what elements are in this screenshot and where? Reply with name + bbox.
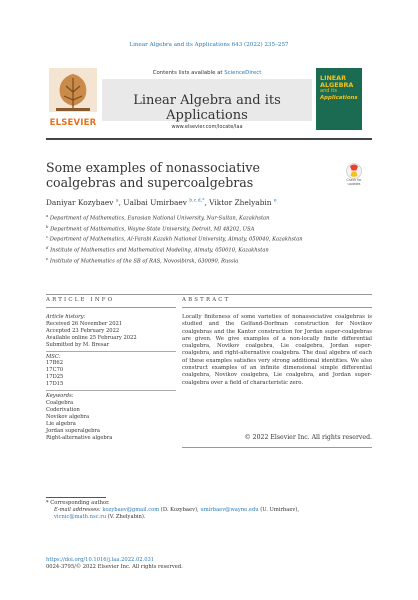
affiliation-list bbox=[46, 212, 346, 266]
author-name[interactable]: Viktor Zhelyabin bbox=[209, 198, 272, 207]
affiliation-item bbox=[46, 223, 346, 234]
article-title: Some examples of nonassociative coalgebras and supercoalgebras bbox=[46, 160, 260, 190]
footnotes bbox=[46, 500, 372, 521]
affiliation-text: Department of Mathematics, Eurasian National University, Nur-Sultan, Kazakhstan bbox=[49, 215, 270, 222]
email-link[interactable]: kozybaev@gmail.com bbox=[102, 507, 160, 514]
contents-prefix: Contents lists available at bbox=[152, 70, 225, 76]
affiliation-sup: c bbox=[46, 234, 49, 240]
cover-title-line: Applications bbox=[320, 94, 358, 101]
masthead-rule bbox=[46, 138, 372, 140]
cover-title bbox=[320, 75, 358, 101]
history-item: Submitted by M. Bresar bbox=[46, 341, 110, 348]
article-info-rule bbox=[46, 307, 176, 308]
section-rule bbox=[46, 294, 372, 295]
cover-title-line: ALGEBRA bbox=[320, 80, 354, 89]
email-link[interactable]: umirbaev@wayne.edu bbox=[200, 507, 259, 514]
corresponding-text: Corresponding author. bbox=[50, 500, 110, 506]
history-item: Accepted 23 February 2022 bbox=[46, 327, 120, 334]
article-info-panel bbox=[46, 314, 176, 441]
abstract-text: Locally finiteness of some varieties of nonassociative coalgebras is studied and the Gelfand-Dorfman construction for Novikov coalgebras and the Kantor construction for Jordan super-coalgebras are given. We give examples of a non-locally finite differential coalgebra, Novikov coalgebra, Lie coalgebra, Jordan super-coalgebra, and right-alternative coalgebra. The dual algebra of each of these examples satisfies very strong additional identities. We also construct examples of an infinite dimensional simple differential coalgebra, Novikov coalgebra, Lie coalgebra, and Jordan super-coalgebra over a field of characteristic zero. bbox=[182, 314, 372, 386]
article-info-heading: ARTICLE INFO bbox=[46, 297, 115, 303]
abstract-bottom-rule bbox=[182, 447, 372, 448]
info-divider bbox=[46, 390, 176, 391]
abstract-copyright: © 2022 Elsevier Inc. All rights reserved. bbox=[244, 434, 372, 441]
author-affiliation-sup[interactable]: b,c,d,* bbox=[189, 198, 205, 204]
affiliation-text: Department of Mathematics, Al-Farabi Kazakh National University, Almaty, 050040, Kazakhstan bbox=[49, 237, 303, 244]
keyword: Novikov algebra bbox=[46, 413, 90, 420]
author-name[interactable]: Daniyar Kozybaev bbox=[46, 198, 114, 207]
keyword: Right-alternative algebra bbox=[46, 434, 113, 441]
affiliation-sup: d bbox=[46, 245, 49, 251]
journal-title[interactable]: Linear Algebra and its Applications bbox=[133, 93, 281, 123]
email-owner: (V. Zhelyabin). bbox=[107, 514, 146, 521]
email-owner: (D. Kozybaev), bbox=[160, 507, 199, 514]
cover-title-line: LINEAR bbox=[320, 74, 347, 82]
abstract-rule bbox=[182, 307, 372, 308]
affiliation-sup: b bbox=[46, 223, 49, 229]
footnote-rule bbox=[46, 497, 106, 498]
contents-line bbox=[102, 70, 312, 76]
affiliation-item bbox=[46, 233, 346, 244]
author-affiliation-sup[interactable]: e bbox=[273, 198, 277, 204]
journal-masthead bbox=[46, 66, 374, 132]
asterisk-icon: * bbox=[46, 500, 49, 506]
keyword: Coalgebra bbox=[46, 399, 74, 406]
abstract-heading: ABSTRACT bbox=[182, 297, 231, 303]
author-list: Daniyar Kozybaev $^a$, Ualbai Umirbaev $^{b,c,d,*}$, Viktor Zhelyabin $^e$ bbox=[46, 198, 277, 207]
history-item: Available online 25 February 2022 bbox=[46, 334, 137, 341]
info-divider bbox=[46, 351, 176, 352]
running-head[interactable]: Linear Algebra and its Applications 643 (2022) 235–257 bbox=[129, 42, 289, 48]
affiliation-text: Institute of Mathematics of the SB of RAS, Novosibirsk, 630090, Russia bbox=[49, 258, 239, 265]
journal-band bbox=[102, 66, 312, 132]
elsevier-wordmark: ELSEVIER bbox=[49, 118, 97, 128]
affiliation-text: Department of Mathematics, Wayne State University, Detroit, MI 48202, USA bbox=[50, 226, 255, 233]
affiliation-item bbox=[46, 255, 346, 266]
history-label: Article history: bbox=[46, 314, 86, 320]
affiliation-item bbox=[46, 244, 346, 255]
email-owner: (U. Umirbaev), bbox=[260, 507, 300, 514]
affiliation-item bbox=[46, 212, 346, 223]
msc-code: 17B62 bbox=[46, 360, 64, 367]
affiliation-sup: e bbox=[46, 255, 49, 261]
crossmark-label: Check for updates bbox=[346, 178, 362, 186]
author-name[interactable]: Ualbai Umirbaev bbox=[123, 198, 187, 207]
doi-block bbox=[46, 557, 372, 571]
msc-code: 17C70 bbox=[46, 367, 64, 374]
sciencedirect-link[interactable]: ScienceDirect bbox=[224, 70, 262, 76]
doi-link[interactable]: https://doi.org/10.1016/j.laa.2022.02.031 bbox=[46, 557, 155, 563]
keyword: Jordan superalgebra bbox=[46, 427, 100, 434]
affiliation-text: Institute of Mathematics and Mathematical Modeling, Almaty, 050010, Kazakhstan bbox=[50, 247, 269, 254]
keyword: Lie algebra bbox=[46, 420, 76, 427]
journal-cover-image[interactable] bbox=[316, 68, 362, 130]
msc-code: 17D15 bbox=[46, 381, 64, 388]
affiliation-sup: a bbox=[46, 213, 49, 218]
msc-label: MSC: bbox=[46, 353, 61, 360]
msc-code: 17D25 bbox=[46, 374, 64, 381]
email-note bbox=[46, 507, 372, 521]
email-label: E-mail addresses: bbox=[54, 507, 101, 514]
history-item: Received 26 November 2021 bbox=[46, 320, 123, 327]
keyword: Coderivation bbox=[46, 406, 80, 413]
crossmark-check-for-updates[interactable] bbox=[342, 162, 366, 186]
keywords-label: Keywords: bbox=[46, 393, 74, 400]
author-affiliation-sup[interactable]: a bbox=[115, 198, 119, 204]
journal-homepage-link[interactable]: www.elsevier.com/locate/laa bbox=[171, 124, 243, 130]
elsevier-logo[interactable] bbox=[46, 66, 100, 132]
email-link[interactable]: vicnic@math.nsc.ru bbox=[54, 514, 107, 521]
cover-title-line: and its bbox=[320, 88, 337, 95]
issn-line: 0024-3795/© 2022 Elsevier Inc. All rights reserved. bbox=[46, 564, 183, 570]
